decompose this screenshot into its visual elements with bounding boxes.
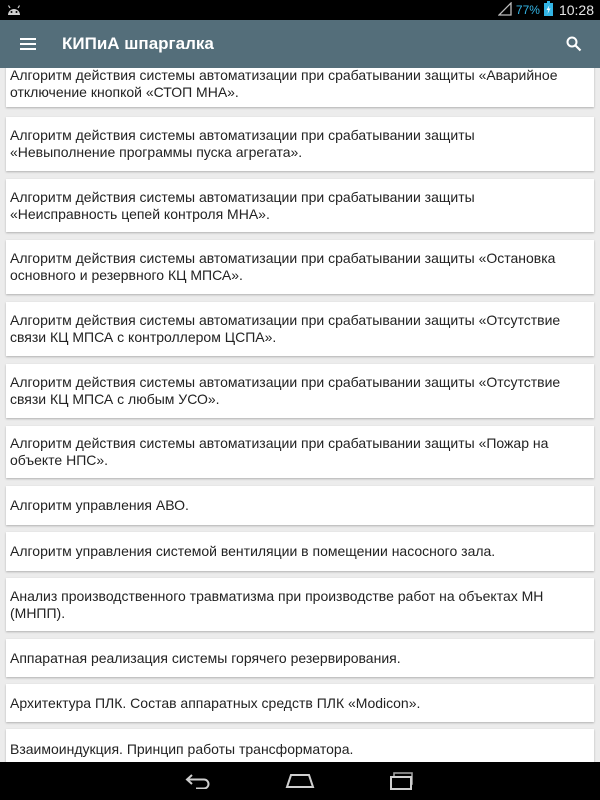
- list-item-text-line1: Алгоритм действия системы автоматизации при срабатывании защиты: [10, 188, 475, 205]
- android-icon: [6, 3, 22, 21]
- battery-charging-icon: [544, 1, 553, 19]
- list-item-text-line1: Взаимоиндукция. Принцип работы трансформатора.: [10, 740, 354, 757]
- list-item[interactable]: [6, 684, 594, 722]
- list-item[interactable]: [6, 639, 594, 677]
- list-item-text-line1: Алгоритм действия системы автоматизации при срабатывании защиты: [10, 127, 475, 143]
- list-item-text-line2: «Невыполнение программы пуска агрегата».: [10, 144, 303, 160]
- battery-percent: 77%: [515, 3, 540, 17]
- list-item-text-line1: Алгоритм действия системы автоматизации при срабатывании защиты «Остановка: [10, 250, 556, 266]
- list-item-text-line2: «Неисправность цепей контроля МНА».: [10, 205, 270, 222]
- status-bar: [0, 0, 600, 20]
- list-item[interactable]: [6, 240, 594, 294]
- list-item-text-line1: Аппаратная реализация системы горячего резервирования.: [10, 649, 401, 666]
- list-item-text-line2: (МНПП).: [10, 604, 66, 621]
- list-item-text-line1: Алгоритм действия системы автоматизации при срабатывании защиты «Отсутствие: [10, 374, 561, 390]
- navigation-bar: [0, 762, 600, 800]
- list-item[interactable]: [6, 578, 594, 631]
- list-item-text-line1: Алгоритм действия системы автоматизации при срабатывании защиты «Отсутствие: [10, 312, 561, 328]
- list-item-text-line1: Алгоритм действия системы автоматизации при срабатывании защиты «Аварийное: [10, 68, 558, 83]
- list-item-text-line2: связи КЦ МПСА с любым УСО».: [10, 391, 220, 407]
- list-item[interactable]: [6, 486, 594, 525]
- app-title: КИПиА шпаргалка: [62, 34, 214, 53]
- list-item-text-line2: основного и резервного КЦ МПСА».: [10, 267, 243, 283]
- topic-list[interactable]: [0, 68, 600, 762]
- list-item-text-line1: Архитектура ПЛК. Состав аппаратных средств ПЛК «Modicon».: [10, 694, 421, 711]
- clock: 10:28: [558, 2, 594, 18]
- list-item-text-line2: отключение кнопкой «СТОП МНА».: [10, 83, 239, 100]
- list-item-text-line1: Алгоритм управления АВО.: [10, 497, 189, 513]
- list-item[interactable]: [6, 729, 594, 762]
- list-item[interactable]: [6, 426, 594, 478]
- list-item-text-line2: связи КЦ МПСА с контроллером ЦСПА».: [10, 329, 277, 345]
- back-icon[interactable]: [174, 766, 222, 796]
- app-bar: [0, 20, 600, 68]
- list-item-text-line1: Алгоритм управления системой вентиляции в помещении насосного зала.: [10, 543, 496, 559]
- list-item[interactable]: [6, 302, 594, 356]
- menu-icon[interactable]: [0, 20, 56, 68]
- list-item-text-line1: Анализ производственного травматизма при производстве работ на объектах МН: [10, 587, 544, 604]
- search-icon[interactable]: [548, 20, 600, 68]
- recent-apps-icon[interactable]: [378, 766, 426, 796]
- list-item-text-line2: объекте НПС».: [10, 452, 109, 468]
- list-item-text-line1: Алгоритм действия системы автоматизации при срабатывании защиты «Пожар на: [10, 435, 549, 451]
- list-item[interactable]: [6, 532, 594, 571]
- home-icon[interactable]: [276, 766, 324, 796]
- list-item[interactable]: [6, 68, 594, 107]
- signal-icon: [498, 2, 512, 19]
- list-item[interactable]: [6, 117, 594, 171]
- list-item[interactable]: [6, 364, 594, 418]
- list-item[interactable]: [6, 179, 594, 232]
